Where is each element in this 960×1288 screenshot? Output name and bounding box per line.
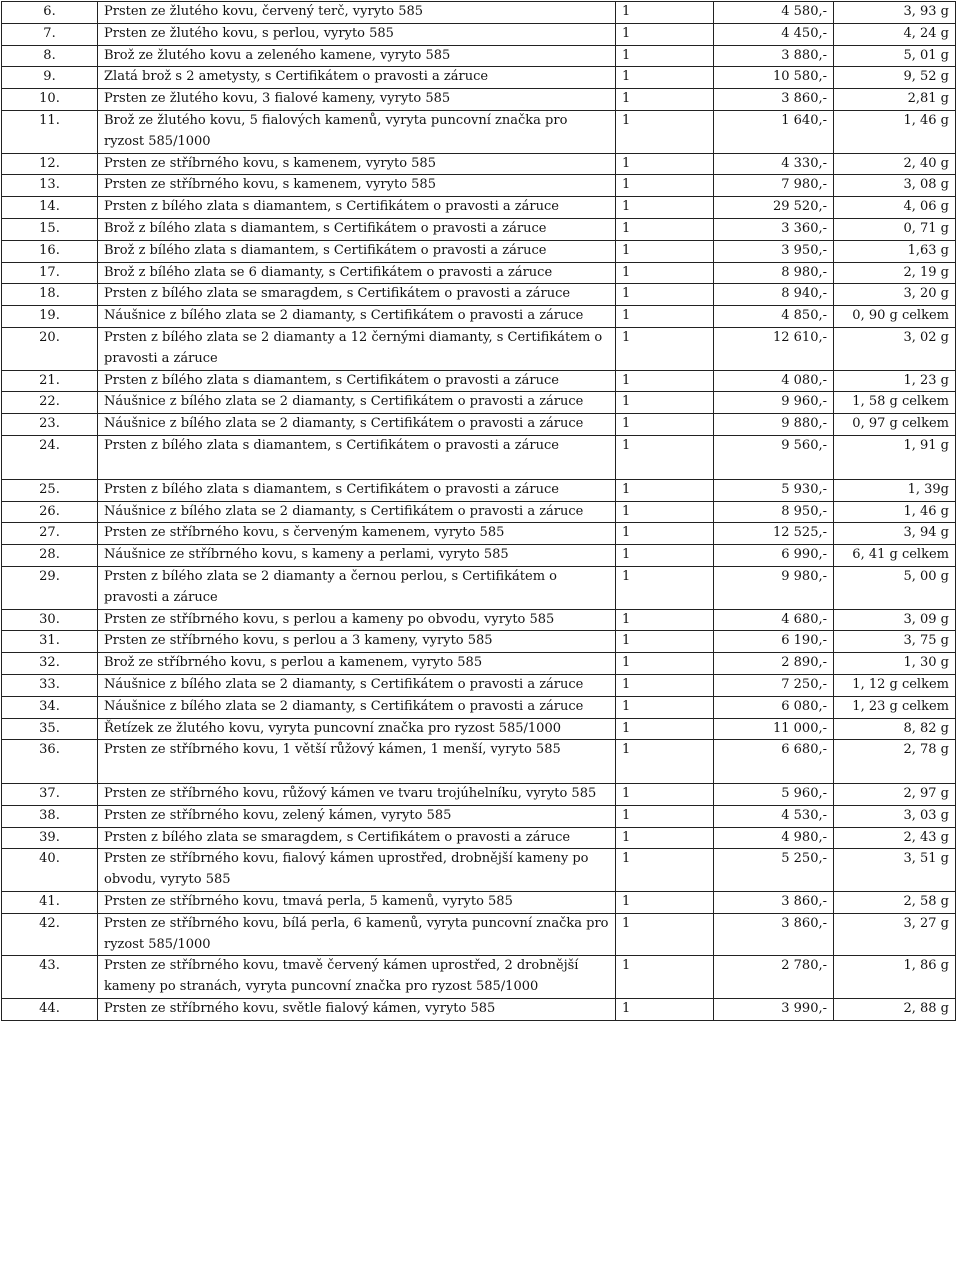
table-row [2,89,956,111]
item-weight-cell: 3, 08 g [834,175,956,197]
item-quantity-cell: 1 [616,718,714,740]
item-quantity-cell: 1 [616,306,714,328]
item-price-cell: 2 890,- [714,653,834,675]
item-description-cell: Prsten z bílého zlata se smaragdem, s Certifikátem o pravosti a záruce [98,284,616,306]
table-row [2,370,956,392]
item-weight-cell: 2,81 g [834,89,956,111]
item-weight-cell: 3, 20 g [834,284,956,306]
item-quantity-cell: 1 [616,67,714,89]
item-quantity-cell: 1 [616,849,714,892]
item-number-cell: 30. [2,609,98,631]
item-description-cell: Brož ze žlutého kovu a zeleného kamene, vyryto 585 [98,45,616,67]
table-row [2,67,956,89]
table-row [2,284,956,306]
table-row [2,262,956,284]
item-quantity-cell: 1 [616,545,714,567]
item-description-cell: Prsten z bílého zlata s diamantem, s Certifikátem o pravosti a záruce [98,435,616,479]
table-row [2,414,956,436]
item-weight-cell: 3, 51 g [834,849,956,892]
item-quantity-cell: 1 [616,696,714,718]
item-description-cell: Prsten z bílého zlata s diamantem, s Certifikátem o pravosti a záruce [98,479,616,501]
item-price-cell: 8 950,- [714,501,834,523]
item-price-cell: 9 880,- [714,414,834,436]
item-description-cell: Prsten ze stříbrného kovu, tmavě červený kámen uprostřed, 2 drobnější kameny po stranách, vyryta puncovní značka pro ryzost 585/1000 [98,956,616,999]
item-quantity-cell: 1 [616,805,714,827]
item-number-cell: 29. [2,566,98,609]
item-price-cell: 4 330,- [714,153,834,175]
item-number-cell: 42. [2,913,98,956]
item-weight-cell: 5, 00 g [834,566,956,609]
table-row [2,327,956,370]
item-quantity-cell: 1 [616,89,714,111]
item-price-cell: 10 580,- [714,67,834,89]
item-quantity-cell: 1 [616,45,714,67]
item-price-cell: 6 990,- [714,545,834,567]
item-weight-cell: 2, 19 g [834,262,956,284]
item-price-cell: 6 190,- [714,631,834,653]
item-description-cell: Náušnice z bílého zlata se 2 diamanty, s Certifikátem o pravosti a záruce [98,696,616,718]
item-quantity-cell: 1 [616,240,714,262]
table-row [2,218,956,240]
item-price-cell: 3 990,- [714,999,834,1021]
item-weight-cell: 2, 97 g [834,784,956,806]
item-weight-cell: 3, 93 g [834,2,956,24]
item-number-cell: 35. [2,718,98,740]
table-row [2,197,956,219]
item-quantity-cell: 1 [616,501,714,523]
table-row [2,566,956,609]
item-description-cell: Prsten ze stříbrného kovu, 1 větší růžový kámen, 1 menší, vyryto 585 [98,740,616,784]
item-weight-cell: 3, 02 g [834,327,956,370]
table-row [2,479,956,501]
item-weight-cell: 1, 12 g celkem [834,674,956,696]
item-weight-cell: 0, 97 g celkem [834,414,956,436]
item-description-cell: Prsten z bílého zlata s diamantem, s Certifikátem o pravosti a záruce [98,370,616,392]
item-quantity-cell: 1 [616,631,714,653]
item-description-cell: Brož z bílého zlata se 6 diamanty, s Certifikátem o pravosti a záruce [98,262,616,284]
table-row [2,240,956,262]
item-weight-cell: 6, 41 g celkem [834,545,956,567]
item-weight-cell: 3, 03 g [834,805,956,827]
item-number-cell: 20. [2,327,98,370]
table-row [2,849,956,892]
item-description-cell: Prsten ze stříbrného kovu, světle fialový kámen, vyryto 585 [98,999,616,1021]
item-description-cell: Náušnice z bílého zlata se 2 diamanty, s Certifikátem o pravosti a záruce [98,674,616,696]
item-weight-cell: 2, 88 g [834,999,956,1021]
item-description-cell: Prsten ze stříbrného kovu, s perlou a 3 kameny, vyryto 585 [98,631,616,653]
item-price-cell: 4 080,- [714,370,834,392]
item-number-cell: 15. [2,218,98,240]
item-description-cell: Zlatá brož s 2 ametysty, s Certifikátem o pravosti a záruce [98,67,616,89]
item-weight-cell: 2, 40 g [834,153,956,175]
table-row [2,999,956,1021]
item-weight-cell: 9, 52 g [834,67,956,89]
item-price-cell: 3 860,- [714,913,834,956]
item-number-cell: 26. [2,501,98,523]
table-row [2,784,956,806]
item-price-cell: 1 640,- [714,110,834,153]
table-row [2,892,956,914]
item-weight-cell: 2, 58 g [834,892,956,914]
item-description-cell: Prsten z bílého zlata s diamantem, s Certifikátem o pravosti a záruce [98,197,616,219]
table-row [2,45,956,67]
table-row [2,306,956,328]
item-weight-cell: 0, 90 g celkem [834,306,956,328]
item-quantity-cell: 1 [616,197,714,219]
item-number-cell: 7. [2,23,98,45]
item-price-cell: 7 250,- [714,674,834,696]
item-quantity-cell: 1 [616,370,714,392]
item-description-cell: Prsten ze stříbrného kovu, fialový kámen uprostřed, drobnější kameny po obvodu, vyryto 585 [98,849,616,892]
item-description-cell: Náušnice z bílého zlata se 2 diamanty, s Certifikátem o pravosti a záruce [98,392,616,414]
item-quantity-cell: 1 [616,479,714,501]
item-weight-cell: 3, 94 g [834,523,956,545]
item-weight-cell: 1, 91 g [834,435,956,479]
item-description-cell: Prsten ze stříbrného kovu, s kamenem, vyryto 585 [98,175,616,197]
item-number-cell: 12. [2,153,98,175]
item-weight-cell: 1, 30 g [834,653,956,675]
item-description-cell: Prsten z bílého zlata se 2 diamanty a 12 černými diamanty, s Certifikátem o pravosti a záruce [98,327,616,370]
item-description-cell: Prsten ze stříbrného kovu, s perlou a kameny po obvodu, vyryto 585 [98,609,616,631]
item-weight-cell: 8, 82 g [834,718,956,740]
table-row [2,501,956,523]
table-row [2,674,956,696]
item-description-cell: Řetízek ze žlutého kovu, vyryta puncovní značka pro ryzost 585/1000 [98,718,616,740]
item-weight-cell: 1,63 g [834,240,956,262]
item-number-cell: 31. [2,631,98,653]
item-description-cell: Brož ze stříbrného kovu, s perlou a kamenem, vyryto 585 [98,653,616,675]
table-row [2,153,956,175]
item-weight-cell: 2, 43 g [834,827,956,849]
item-price-cell: 3 880,- [714,45,834,67]
item-quantity-cell: 1 [616,414,714,436]
item-description-cell: Prsten ze žlutého kovu, s perlou, vyryto 585 [98,23,616,45]
item-weight-cell: 1, 46 g [834,110,956,153]
table-body [2,2,956,1021]
item-description-cell: Náušnice ze stříbrného kovu, s kameny a perlami, vyryto 585 [98,545,616,567]
item-number-cell: 36. [2,740,98,784]
item-description-cell: Prsten ze žlutého kovu, 3 fialové kameny, vyryto 585 [98,89,616,111]
item-description-cell: Prsten ze stříbrného kovu, bílá perla, 6 kamenů, vyryta puncovní značka pro ryzost 585/1000 [98,913,616,956]
item-price-cell: 4 850,- [714,306,834,328]
item-price-cell: 6 680,- [714,740,834,784]
item-quantity-cell: 1 [616,523,714,545]
item-number-cell: 19. [2,306,98,328]
table-row [2,110,956,153]
item-quantity-cell: 1 [616,392,714,414]
table-row [2,435,956,479]
item-price-cell: 8 980,- [714,262,834,284]
item-description-cell: Prsten ze žlutého kovu, červený terč, vyryto 585 [98,2,616,24]
item-number-cell: 37. [2,784,98,806]
item-description-cell: Prsten ze stříbrného kovu, s červeným kamenem, vyryto 585 [98,523,616,545]
item-weight-cell: 1, 23 g [834,370,956,392]
item-quantity-cell: 1 [616,110,714,153]
item-number-cell: 14. [2,197,98,219]
item-number-cell: 34. [2,696,98,718]
item-weight-cell: 2, 78 g [834,740,956,784]
item-quantity-cell: 1 [616,23,714,45]
item-number-cell: 24. [2,435,98,479]
item-quantity-cell: 1 [616,609,714,631]
item-weight-cell: 1, 86 g [834,956,956,999]
item-weight-cell: 4, 24 g [834,23,956,45]
jewelry-items-table [1,1,956,1021]
item-quantity-cell: 1 [616,435,714,479]
item-number-cell: 9. [2,67,98,89]
table-row [2,696,956,718]
item-number-cell: 38. [2,805,98,827]
item-quantity-cell: 1 [616,566,714,609]
item-price-cell: 12 610,- [714,327,834,370]
item-quantity-cell: 1 [616,327,714,370]
item-quantity-cell: 1 [616,653,714,675]
item-price-cell: 9 980,- [714,566,834,609]
item-quantity-cell: 1 [616,999,714,1021]
table-row [2,827,956,849]
table-row [2,523,956,545]
item-number-cell: 41. [2,892,98,914]
item-number-cell: 33. [2,674,98,696]
item-quantity-cell: 1 [616,913,714,956]
item-price-cell: 3 360,- [714,218,834,240]
item-number-cell: 6. [2,2,98,24]
item-quantity-cell: 1 [616,262,714,284]
item-number-cell: 18. [2,284,98,306]
item-weight-cell: 3, 27 g [834,913,956,956]
item-price-cell: 4 580,- [714,2,834,24]
item-description-cell: Brož z bílého zlata s diamantem, s Certifikátem o pravosti a záruce [98,240,616,262]
item-number-cell: 16. [2,240,98,262]
item-weight-cell: 1, 23 g celkem [834,696,956,718]
item-quantity-cell: 1 [616,956,714,999]
item-description-cell: Náušnice z bílého zlata se 2 diamanty, s Certifikátem o pravosti a záruce [98,414,616,436]
item-description-cell: Prsten ze stříbrného kovu, tmavá perla, 5 kamenů, vyryto 585 [98,892,616,914]
item-weight-cell: 3, 75 g [834,631,956,653]
item-price-cell: 3 860,- [714,892,834,914]
item-price-cell: 4 450,- [714,23,834,45]
table-row [2,653,956,675]
item-price-cell: 4 980,- [714,827,834,849]
item-price-cell: 12 525,- [714,523,834,545]
table-row [2,392,956,414]
item-number-cell: 8. [2,45,98,67]
item-quantity-cell: 1 [616,892,714,914]
item-number-cell: 22. [2,392,98,414]
item-price-cell: 7 980,- [714,175,834,197]
item-price-cell: 8 940,- [714,284,834,306]
item-quantity-cell: 1 [616,827,714,849]
item-description-cell: Prsten ze stříbrného kovu, růžový kámen ve tvaru trojúhelníku, vyryto 585 [98,784,616,806]
item-quantity-cell: 1 [616,2,714,24]
item-number-cell: 11. [2,110,98,153]
item-description-cell: Prsten z bílého zlata se smaragdem, s Certifikátem o pravosti a záruce [98,827,616,849]
item-quantity-cell: 1 [616,175,714,197]
table-row [2,956,956,999]
item-price-cell: 9 560,- [714,435,834,479]
item-quantity-cell: 1 [616,218,714,240]
item-price-cell: 29 520,- [714,197,834,219]
item-weight-cell: 5, 01 g [834,45,956,67]
table-row [2,631,956,653]
item-description-cell: Náušnice z bílého zlata se 2 diamanty, s Certifikátem o pravosti a záruce [98,501,616,523]
item-number-cell: 27. [2,523,98,545]
table-row [2,805,956,827]
item-number-cell: 44. [2,999,98,1021]
table-row [2,740,956,784]
item-price-cell: 4 530,- [714,805,834,827]
item-weight-cell: 1, 58 g celkem [834,392,956,414]
item-number-cell: 10. [2,89,98,111]
table-row [2,545,956,567]
table-row [2,23,956,45]
item-price-cell: 5 250,- [714,849,834,892]
item-description-cell: Brož ze žlutého kovu, 5 fialových kamenů, vyryta puncovní značka pro ryzost 585/1000 [98,110,616,153]
item-number-cell: 40. [2,849,98,892]
item-number-cell: 13. [2,175,98,197]
item-quantity-cell: 1 [616,674,714,696]
item-number-cell: 17. [2,262,98,284]
item-quantity-cell: 1 [616,153,714,175]
table-row [2,609,956,631]
item-price-cell: 2 780,- [714,956,834,999]
table-row [2,2,956,24]
item-price-cell: 5 930,- [714,479,834,501]
item-weight-cell: 0, 71 g [834,218,956,240]
item-number-cell: 23. [2,414,98,436]
item-number-cell: 21. [2,370,98,392]
item-price-cell: 4 680,- [714,609,834,631]
item-weight-cell: 4, 06 g [834,197,956,219]
item-number-cell: 25. [2,479,98,501]
item-quantity-cell: 1 [616,784,714,806]
item-number-cell: 39. [2,827,98,849]
item-description-cell: Prsten ze stříbrného kovu, zelený kámen, vyryto 585 [98,805,616,827]
item-quantity-cell: 1 [616,284,714,306]
item-description-cell: Brož z bílého zlata s diamantem, s Certifikátem o pravosti a záruce [98,218,616,240]
item-weight-cell: 1, 46 g [834,501,956,523]
item-price-cell: 5 960,- [714,784,834,806]
item-quantity-cell: 1 [616,740,714,784]
item-price-cell: 3 860,- [714,89,834,111]
table-row [2,175,956,197]
table-row [2,718,956,740]
item-price-cell: 11 000,- [714,718,834,740]
item-number-cell: 43. [2,956,98,999]
item-description-cell: Prsten z bílého zlata se 2 diamanty a černou perlou, s Certifikátem o pravosti a záruce [98,566,616,609]
item-description-cell: Náušnice z bílého zlata se 2 diamanty, s Certifikátem o pravosti a záruce [98,306,616,328]
item-price-cell: 6 080,- [714,696,834,718]
item-price-cell: 3 950,- [714,240,834,262]
item-description-cell: Prsten ze stříbrného kovu, s kamenem, vyryto 585 [98,153,616,175]
item-weight-cell: 1, 39g [834,479,956,501]
table-row [2,913,956,956]
item-number-cell: 32. [2,653,98,675]
item-number-cell: 28. [2,545,98,567]
item-price-cell: 9 960,- [714,392,834,414]
item-weight-cell: 3, 09 g [834,609,956,631]
